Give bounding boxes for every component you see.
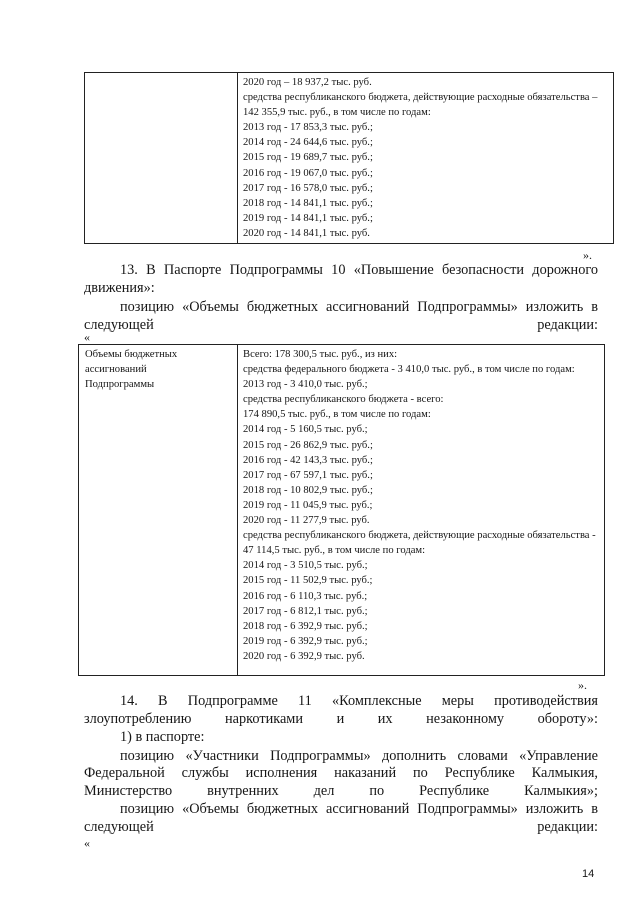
table-line: 2015 год - 19 689,7 тыс. руб.; [243,152,373,164]
table-line: 2014 год - 24 644,6 тыс. руб.; [243,137,373,149]
table-line: 2016 год - 6 110,3 тыс. руб.; [243,590,368,602]
table-line: 2013 год - 3 410,0 тыс. руб.; [243,379,368,391]
table-line: 2019 год - 11 045,9 тыс. руб.; [243,499,373,511]
budget-table-continuation [84,72,614,244]
table-line: средства республиканского бюджета, действующие расходные обязательства - 47 114,5 тыс. руб., в том числе по годам: [243,530,596,557]
section-14-instruction: позицию «Объемы бюджетных ассигнований Подпрограммы» изложить в следующей редакции: [84,801,598,835]
section-14-item-1: 1) в паспорте: [120,729,205,745]
closing-quote: ». [583,248,592,262]
table-line: 2017 год - 16 578,0 тыс. руб.; [243,182,373,194]
page-number: 14 [582,868,595,880]
table-line: 2019 год - 14 841,1 тыс. руб.; [243,212,373,224]
table-line: средства федерального бюджета - 3 410,0 тыс. руб., в том числе по годам: [243,364,575,376]
closing-quote: ». [578,678,587,692]
opening-quote: « [84,836,90,850]
table2-lines [238,345,604,664]
table-label: Объемы бюджетных ассигнований Подпрограммы [85,349,178,391]
table-line: средства республиканского бюджета - всего: [243,394,444,406]
table-line: 2019 год - 6 392,9 тыс. руб.; [243,635,368,647]
budget-table-subprogram-10 [78,344,605,676]
table-line: 2016 год - 19 067,0 тыс. руб.; [243,167,373,179]
table-label-cell-empty [85,73,238,244]
table-line: 2016 год - 42 143,3 тыс. руб.; [243,454,373,466]
section-13 [84,262,598,334]
table-line: 174 890,5 тыс. руб., в том числе по годам: [243,409,431,421]
section-14-heading: 14. В Подпрограмме 11 «Комплексные меры противодействия злоупотреблению наркотиками и их незаконному обороту»: [84,693,598,727]
table-line: 2014 год - 3 510,5 тыс. руб.; [243,560,368,572]
table1-lines [238,73,613,241]
table-value-cell [238,345,605,676]
table-line: 2018 год - 6 392,9 тыс. руб.; [243,620,368,632]
table-line: 2015 год - 26 862,9 тыс. руб.; [243,439,373,451]
table-line: 2020 год – 18 937,2 тыс. руб. [243,77,372,88]
table-line: 2013 год - 17 853,3 тыс. руб.; [243,122,373,134]
table-line: 2020 год - 14 841,1 тыс. руб. [243,227,370,239]
section-13-heading: 13. В Паспорте Подпрограммы 10 «Повышение безопасности дорожного движения»: [84,262,598,296]
section-13-instruction: позицию «Объемы бюджетных ассигнований Подпрограммы» изложить в следующей редакции: [84,299,598,333]
table-line: 2014 год - 5 160,5 тыс. руб.; [243,424,368,436]
opening-quote: « [84,330,90,344]
table-line: 2015 год - 11 502,9 тыс. руб.; [243,575,373,587]
section-14 [84,693,598,836]
table-line: 2018 год - 14 841,1 тыс. руб.; [243,197,373,209]
table-line: 2018 год - 10 802,9 тыс. руб.; [243,484,373,496]
table-label-cell [79,345,238,676]
table-line: Всего: 178 300,5 тыс. руб., из них: [243,349,398,360]
table-value-cell [238,73,614,244]
section-14-participants: позицию «Участники Подпрограммы» дополнить словами «Управление Федеральной службы исполнения наказаний по Республике Калмыкия, Министерство внутренних дел по Республике Калмыкия»; [84,747,598,799]
table-line: 2017 год - 67 597,1 тыс. руб.; [243,469,373,481]
table-line: 2020 год - 11 277,9 тыс. руб. [243,515,370,527]
table-line: средства республиканского бюджета, действующие расходные обязательства – 142 355,9 тыс. руб., в том числе по годам: [243,92,598,119]
table-line: 2020 год - 6 392,9 тыс. руб. [243,650,365,662]
table-line: 2017 год - 6 812,1 тыс. руб.; [243,605,368,617]
